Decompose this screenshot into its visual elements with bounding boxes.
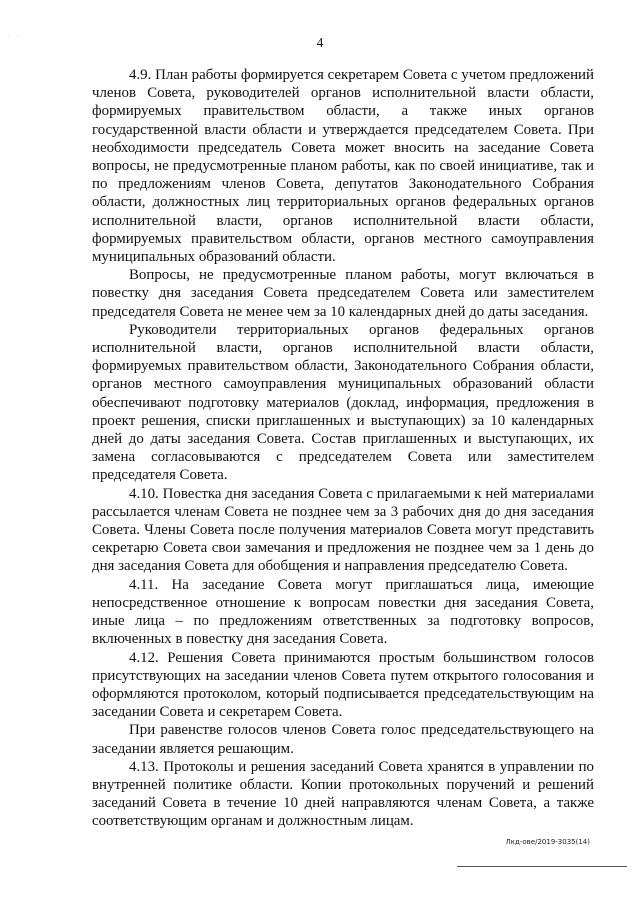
paragraph-4-13: 4.13. Протоколы и решения заседаний Совета хранятся в управлении по внутренней политике области. Копии протокольных поручений и решений заседаний Совета в течение 10 дней направляются членам Совета, а также соответствующим органам и должностным лицам. [92, 758, 594, 830]
paragraph-unplanned-questions: Вопросы, не предусмотренные планом работы, могут включаться в повестку дня заседания Совета председателем Совета или заместителем председателя Совета не менее чем за 10 календарных дней до даты заседания. [92, 267, 594, 320]
document-id: Лкд-ове/2019-3035(14) [505, 838, 590, 846]
footer-divider [457, 866, 627, 867]
paragraph-tie-vote: При равенстве голосов членов Совета голос председательствующего на заседании является решающим. [92, 722, 594, 757]
paragraph-4-11: 4.11. На заседание Совета могут приглашаться лица, имеющие непосредственное отношение к вопросам повестки дня заседания Совета, иные лица – по предложениям ответственных за подготовку вопросов, включенных в повестку дня заседания Совета. [92, 576, 594, 648]
page-number: 4 [316, 35, 324, 50]
paragraph-heads-prepare-materials: Руководители территориальных органов федеральных органов исполнительной власти, органов исполнительной власти области, формируемых правительством области, Законодательного Собрания области, органов местного самоуправления муниципальных образований области обеспечивают подготовку материалов (доклад, информация, предложения в проект решения, списки приглашенных и выступающих) за 10 календарных дней до даты заседания Совета. Состав приглашенных и выступающих, их замена согласовываются с председателем Совета или заместителем председателя Совета. [92, 321, 594, 484]
paragraph-4-12: 4.12. Решения Совета принимаются простым большинством голосов присутствующих на заседании членов Совета путем открытого голосования и оформляются протоколом, который подписывается председательствующим на заседании Совета и секретарем Совета. [92, 649, 594, 721]
paragraph-4-9: 4.9. План работы формируется секретарем Совета с учетом предложений членов Совета, руководителей органов исполнительной власти области, формируемых правительством области, а также иных органов государственной власти области и утверждается председателем Совета. При необходимости председатель Совета может вносить на заседание Совета вопросы, не предусмотренные планом работы, как по своей инициативе, так и по предложениям членов Совета, депутатов Законодательного Собрания области, должностных лиц территориальных органов федеральных органов исполнительной власти, органов исполнительной власти области, формируемых правительством области, органов местного самоуправления муниципальных образований области. [92, 67, 594, 266]
document-body [92, 66, 594, 831]
scan-artifact: · · [8, 34, 22, 39]
paragraph-4-10: 4.10. Повестка дня заседания Совета с прилагаемыми к ней материалами рассылается членам Совета не позднее чем за 3 рабочих дня до дня заседания Совета. Члены Совета после получения материалов Совета могут представить секретарю Совета свои замечания и предложения не позднее чем за 1 день до дня заседания Совета для обобщения и направления председателю Совета. [92, 485, 594, 575]
